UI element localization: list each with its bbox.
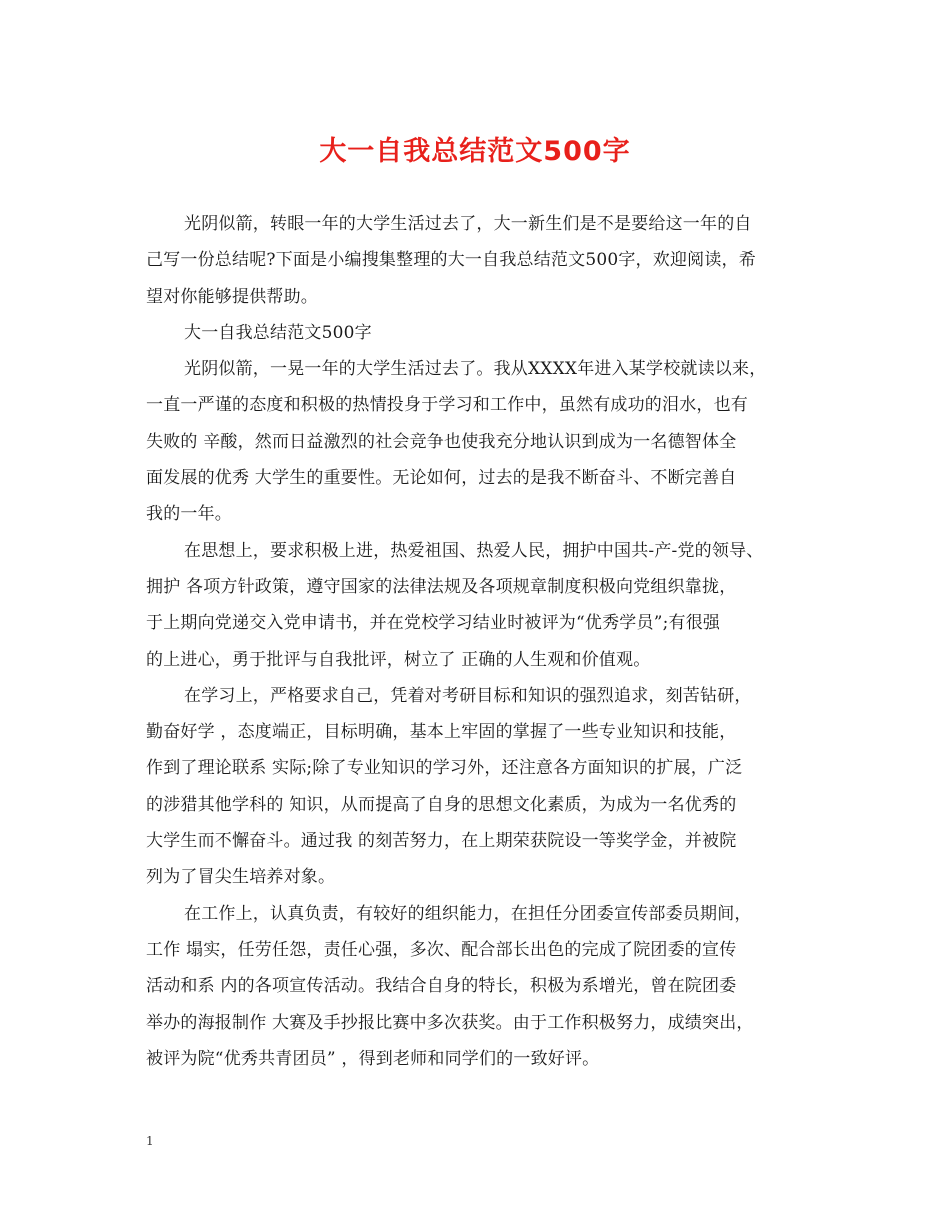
body-line: 拥护 各项方针政策，遵守国家的法律法规及各项规章制度积极向党组织靠拢， [146,576,737,597]
body-line: 在学习上，严格要求自己，凭着对考研目标和知识的强烈追求，刻苦钻研， [184,685,752,706]
body-line: 的上进心，勇于批评与自我批评，树立了 正确的人生观和价值观。 [146,649,651,670]
body-line: 失败的 辛酸，然而日益激烈的社会竞争也使我充分地认识到成为一名德智体全 [146,431,737,452]
body-line: 工作 塌实，任劳任怨，责任心强，多次、配合部长出色的完成了院团委的宣传 [146,939,737,960]
body-line: 在工作上，认真负责，有较好的组织能力，在担任分团委宣传部委员期间， [184,903,752,924]
body-line: 列为了冒尖生培养对象。 [146,867,336,888]
body-line: 的涉猎其他学科的 知识，从而提高了自身的思想文化素质，为成为一名优秀的 [146,794,737,815]
body-line: 活动和系 内的各项宣传活动。我结合自身的特长，积极为系增光，曾在院团委 [146,976,737,997]
body-line: 勤奋好学 ，态度端正，目标明确，基本上牢固的掌握了一些专业知识和技能， [146,722,737,743]
body-line: 光阴似箭，一晃一年的大学生活过去了。我从XXXX年进入某学校就读以来， [184,359,767,380]
body-line: 作到了理论联系 实际;除了专业知识的学习外，还注意各方面知识的扩展，广泛 [146,758,743,779]
body-line: 大学生而不懈奋斗。通过我 的刻苦努力，在上期荣获院设一等奖学金，并被院 [146,831,737,852]
body-line: 被评为院“优秀共青团员” ，得到老师和同学们的一致好评。 [146,1048,600,1069]
body-line: 光阴似箭，转眼一年的大学生活过去了，大一新生们是不是要给这一年的自 [184,214,752,234]
body-line: 我的一年。 [146,504,232,525]
body-line: 大一自我总结范文500字 [184,322,372,343]
body-line: 面发展的优秀 大学生的重要性。无论如何，过去的是我不断奋斗、不断完善自 [146,468,737,489]
document-body [146,206,846,1077]
page-number: 1 [146,1134,154,1148]
body-line: 己写一份总结呢?下面是小编搜集整理的大一自我总结范文500字，欢迎阅读，希 [146,250,756,271]
body-line: 举办的海报制作 大赛及手抄报比赛中多次获奖。由于工作积极努力，成绩突出， [146,1012,754,1033]
document-title: 大一自我总结范文500字 [319,136,631,167]
body-line: 于上期向党递交入党申请书，并在党校学习结业时被评为“优秀学员”;有很强 [146,613,721,634]
body-line: 在思想上，要求积极上进，热爱祖国、热爱人民，拥护中国共-产-党的领导、 [184,540,764,561]
body-line: 望对你能够提供帮助。 [146,286,318,307]
body-line: 一直一严谨的态度和积极的热情投身于学习和工作中，虽然有成功的泪水，也有 [146,395,748,416]
